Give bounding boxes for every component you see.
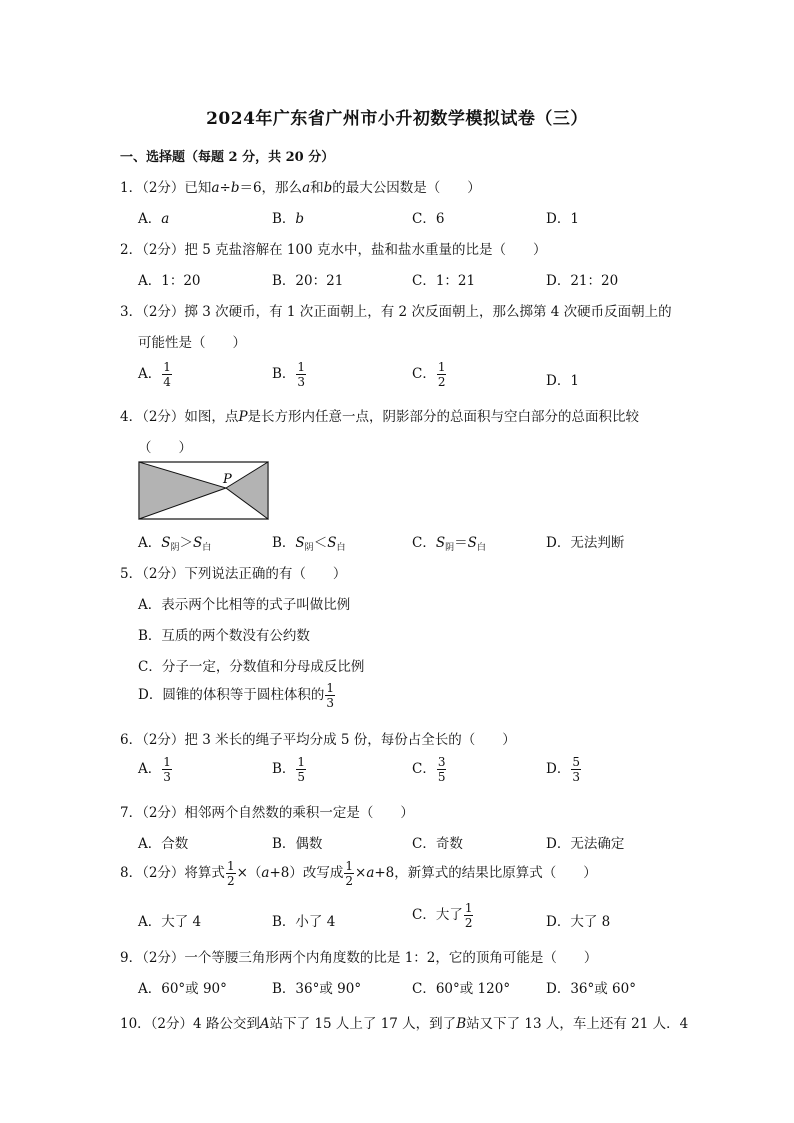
q5-option-d[interactable]: D．圆锥的体积等于圆柱体积的 $\frac{1}{3}$ (138, 681, 334, 710)
q1-option-d[interactable]: D．1 (546, 211, 579, 227)
question-2: 2．（2分）把 5 克盐溶解在 100 克水中，盐和盐水重量的比是（ ） (120, 242, 547, 258)
q1-option-c[interactable]: C．6 (412, 211, 445, 227)
q8-option-a[interactable]: A．大了 4 (138, 914, 202, 930)
question-3-line-1: 3．（2分）掷 3 次硬币，有 1 次正面朝上，有 2 次反面朝上，那么掷第 4 次硬币反面朝上的 (120, 304, 672, 320)
q6-option-b[interactable]: B． $\frac{1}{5}$ (272, 755, 306, 784)
q8-option-b[interactable]: B．小了 4 (272, 914, 336, 930)
q4-option-a[interactable]: A．$S_阴>S_白$ (138, 535, 212, 553)
q3-option-c[interactable]: C． $\frac{1}{2}$ (412, 360, 446, 389)
q2-option-c[interactable]: C．1：21 (412, 273, 476, 289)
rectangle-figure (138, 461, 270, 521)
question-8: 8．（2分）将算式 $\frac{1}{2}$ ×（a+8）改写成 $\frac{1}{2}$ ×a+8，新算式的结果比原算式（ ） (120, 859, 597, 888)
question-9: 9．（2分）一个等腰三角形两个内角度数的比是 1：2，它的顶角可能是（ ） (120, 950, 598, 966)
q5-option-b[interactable]: B．互质的两个数没有公约数 (138, 628, 310, 644)
question-1: 1．（2分）已知a÷b＝6，那么a和b的最大公因数是（ ） (120, 180, 481, 196)
q9-option-b[interactable]: B．36°或 90° (272, 981, 362, 997)
q3-option-a[interactable]: A． $\frac{1}{4}$ (138, 360, 171, 389)
q4-option-b[interactable]: B．$S_阴<S_白$ (272, 535, 346, 553)
q5-option-a[interactable]: A．表示两个比相等的式子叫做比例 (138, 597, 351, 613)
q4-option-d[interactable]: D．无法判断 (546, 535, 625, 551)
q3-option-b[interactable]: B． $\frac{1}{3}$ (272, 360, 306, 389)
q6-option-a[interactable]: A． $\frac{1}{3}$ (138, 755, 171, 784)
question-6: 6．（2分）把 3 米长的绳子平均分成 5 份，每份占全长的（ ） (120, 732, 516, 748)
section-heading: 一、选择题（每题 2 分，共 20 分） (120, 150, 335, 165)
q9-option-a[interactable]: A．60°或 90° (138, 981, 227, 997)
q8-option-c[interactable]: C．大了 $\frac{1}{2}$ (412, 901, 473, 930)
q7-option-d[interactable]: D．无法确定 (546, 836, 625, 852)
q9-option-d[interactable]: D．36°或 60° (546, 981, 636, 997)
q4-option-c[interactable]: C．$S_阴=S_白$ (412, 535, 486, 553)
question-5: 5．（2分）下列说法正确的有（ ） (120, 566, 347, 582)
q2-option-b[interactable]: B．20：21 (272, 273, 344, 289)
question-3-line-2: 可能性是（ ） (138, 335, 246, 351)
page-title: 2024年广东省广州市小升初数学模拟试卷（三） (206, 109, 588, 129)
question-7: 7．（2分）相邻两个自然数的乘积一定是（ ） (120, 805, 414, 821)
q1-option-b[interactable]: B．b (272, 211, 305, 227)
question-10: 10．（2分）4 路公交到A站下了 15 人上了 17 人，到了B站又下了 13 人，车上还有 21 人．4 (120, 1016, 689, 1032)
question-4-line-2: （ ） (138, 440, 192, 456)
q8-option-d[interactable]: D．大了 8 (546, 914, 611, 930)
point-p-label: P (223, 472, 232, 487)
q6-option-c[interactable]: C． $\frac{3}{5}$ (412, 755, 446, 784)
q3-option-d[interactable]: D．1 (546, 373, 579, 389)
q7-option-b[interactable]: B．偶数 (272, 836, 323, 852)
question-4-line-1: 4．（2分）如图，点P是长方形内任意一点，阴影部分的总面积与空白部分的总面积比较 (120, 409, 640, 425)
q2-option-a[interactable]: A．1：20 (138, 273, 201, 289)
q5-option-c[interactable]: C．分子一定，分数值和分母成反比例 (138, 659, 365, 675)
q7-option-c[interactable]: C．奇数 (412, 836, 463, 852)
q9-option-c[interactable]: C．60°或 120° (412, 981, 511, 997)
q7-option-a[interactable]: A．合数 (138, 836, 189, 852)
q1-option-a[interactable]: A．a (138, 211, 170, 227)
q2-option-d[interactable]: D．21：20 (546, 273, 619, 289)
q6-option-d[interactable]: D． $\frac{5}{3}$ (546, 755, 580, 784)
